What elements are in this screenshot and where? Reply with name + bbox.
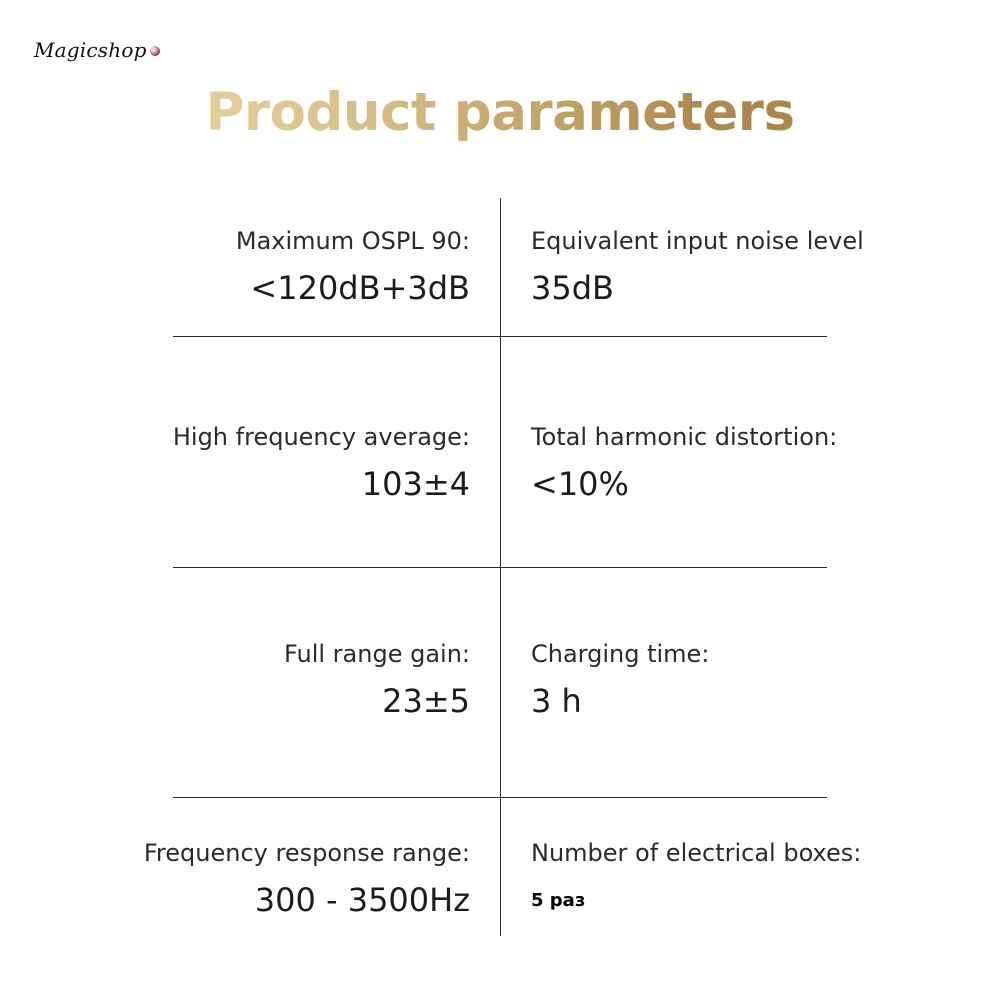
param-label: High frequency average: [172, 423, 470, 451]
row-divider-1 [173, 336, 827, 337]
param-value: 35dB [531, 269, 614, 307]
brand-logo [34, 38, 160, 62]
param-label: Equivalent input noise level [531, 227, 864, 255]
param-frequency-response-range [144, 838, 470, 920]
param-label: Maximum OSPL 90: [235, 227, 470, 255]
param-value: 23±5 [382, 682, 470, 720]
param-label: Charging time: [531, 640, 710, 668]
brand-name: Magicshop [34, 38, 147, 62]
param-value: <120dB+3dB [250, 269, 470, 307]
param-electrical-boxes [531, 838, 861, 912]
param-high-frequency-average [173, 422, 470, 504]
param-full-range-gain [284, 639, 470, 721]
param-label: Full range gain: [284, 640, 470, 668]
param-label: Number of electrical boxes: [531, 839, 862, 867]
param-value: 3 h [531, 682, 582, 720]
param-label: Frequency response range: [143, 839, 470, 867]
param-value: 300 - 3500Hz [254, 881, 470, 919]
row-divider-2 [173, 567, 827, 568]
param-value: 5 раз [531, 890, 586, 911]
param-input-noise [531, 226, 864, 308]
flower-icon [150, 46, 160, 56]
row-divider-3 [173, 797, 827, 798]
param-harmonic-distortion [531, 422, 837, 504]
param-label: Total harmonic distortion: [531, 423, 838, 451]
param-max-ospl [236, 226, 470, 308]
param-value: 103±4 [361, 465, 470, 503]
param-value: <10% [531, 465, 629, 503]
param-charging-time [531, 639, 709, 721]
page-title: Product parameters [0, 78, 1000, 148]
